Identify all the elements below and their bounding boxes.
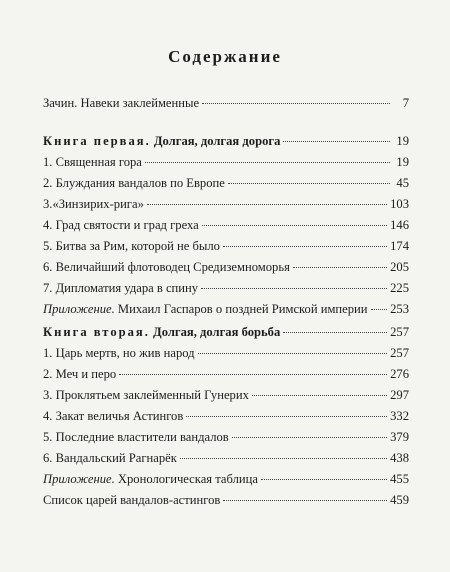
toc-entry-page: 332 bbox=[390, 409, 409, 423]
toc-entry-label: 6. Вандальский Рагнарёк bbox=[43, 451, 177, 465]
toc-entry-label: Михаил Гаспаров о поздней Римской империи bbox=[114, 302, 368, 316]
leader-dots bbox=[283, 332, 387, 333]
leader-dots bbox=[283, 141, 390, 142]
toc-entry-appendix[interactable] bbox=[43, 299, 409, 320]
toc-entry[interactable] bbox=[43, 364, 409, 385]
leader-dots bbox=[293, 267, 387, 268]
leader-dots bbox=[198, 353, 388, 354]
toc-book-1 bbox=[43, 131, 409, 320]
toc-entry-page: 45 bbox=[396, 176, 409, 190]
toc-entry-page: 257 bbox=[390, 346, 409, 360]
toc-entry-label: Зачин. Навеки заклейменные bbox=[43, 96, 200, 110]
leader-dots bbox=[228, 183, 390, 184]
toc-entry-label: 2. Меч и перо bbox=[43, 367, 117, 381]
toc-entry-page: 205 bbox=[390, 260, 409, 274]
leader-dots bbox=[180, 458, 387, 459]
book-title: Долгая, долгая борьба bbox=[149, 325, 281, 339]
toc-entry-page: 276 bbox=[390, 367, 409, 381]
leader-dots bbox=[147, 204, 387, 205]
toc-entry-label: 5. Последние властители вандалов bbox=[43, 430, 229, 444]
toc-entry[interactable] bbox=[43, 173, 409, 194]
toc-entry-page: 438 bbox=[390, 451, 409, 465]
toc-entry[interactable] bbox=[43, 385, 409, 406]
leader-dots bbox=[232, 437, 387, 438]
toc-entry[interactable] bbox=[43, 152, 409, 173]
toc-entry-label: 6. Величайший флотоводец Средиземноморья bbox=[43, 260, 290, 274]
toc-entry[interactable] bbox=[43, 257, 409, 278]
toc-entry-page: 19 bbox=[396, 155, 409, 169]
toc-entry[interactable] bbox=[43, 236, 409, 257]
leader-dots bbox=[202, 225, 387, 226]
book-prefix: Книга вторая. bbox=[43, 325, 150, 339]
toc-entry[interactable] bbox=[43, 215, 409, 236]
leader-dots bbox=[202, 103, 390, 104]
toc-entry-page: 225 bbox=[390, 281, 409, 295]
toc-entry-page: 379 bbox=[390, 430, 409, 444]
toc-entry-page: 7 bbox=[402, 96, 409, 110]
toc-entry-page: 146 bbox=[390, 218, 409, 232]
toc-entry-label: 2. Блуждания вандалов по Европе bbox=[43, 176, 225, 190]
toc-entry-page: 19 bbox=[396, 134, 409, 148]
toc-entry[interactable] bbox=[43, 343, 409, 364]
toc-entry-label: 7. Дипломатия удара в спину bbox=[43, 281, 199, 295]
toc-entry-label: 1. Царь мертв, но жив народ bbox=[43, 346, 195, 360]
toc-entry-page: 253 bbox=[390, 302, 409, 316]
toc-entry-label: 1. Священная гора bbox=[43, 155, 142, 169]
toc-entry-intro[interactable] bbox=[43, 93, 409, 114]
leader-dots bbox=[186, 416, 387, 417]
appendix-prefix: Приложение. bbox=[43, 302, 115, 316]
toc-entry-label: 3. Проклятьем заклейменный Гунерих bbox=[43, 388, 249, 402]
toc-entry[interactable] bbox=[43, 427, 409, 448]
toc-entry-label: 5. Битва за Рим, которой не было bbox=[43, 239, 220, 253]
toc-book-1-heading[interactable] bbox=[43, 131, 409, 152]
toc-entry-appendix[interactable] bbox=[43, 469, 409, 490]
toc-entry-page: 103 bbox=[390, 197, 409, 211]
leader-dots bbox=[119, 374, 387, 375]
toc-entry-label: Хронологическая таблица bbox=[114, 472, 258, 486]
toc-entry[interactable] bbox=[43, 194, 409, 215]
leader-dots bbox=[201, 288, 387, 289]
book-title: Долгая, долгая дорога bbox=[150, 134, 281, 148]
toc-entry-label: 4. Закат величья Астингов bbox=[43, 409, 184, 423]
leader-dots bbox=[223, 246, 387, 247]
toc-entry[interactable] bbox=[43, 406, 409, 427]
toc-entry-page: 459 bbox=[390, 493, 409, 507]
toc-entry-page: 174 bbox=[390, 239, 409, 253]
toc-book-2-heading[interactable] bbox=[43, 322, 409, 343]
leader-dots bbox=[371, 309, 388, 310]
toc-intro bbox=[43, 93, 409, 114]
toc-entry-page: 257 bbox=[390, 325, 409, 339]
toc-entry-label: Список царей вандалов-астингов bbox=[43, 493, 221, 507]
toc-entry[interactable] bbox=[43, 448, 409, 469]
appendix-prefix: Приложение. bbox=[43, 472, 115, 486]
toc-entry[interactable] bbox=[43, 278, 409, 299]
toc-entry-label: 3.«Зинзирих-рига» bbox=[43, 197, 144, 211]
toc-entry-label: 4. Град святости и град греха bbox=[43, 218, 199, 232]
leader-dots bbox=[145, 162, 390, 163]
toc-book-2 bbox=[43, 322, 409, 511]
leader-dots bbox=[223, 500, 387, 501]
page-title: Содержание bbox=[168, 47, 282, 66]
toc-entry-page: 297 bbox=[390, 388, 409, 402]
leader-dots bbox=[252, 395, 387, 396]
toc-entry-page: 455 bbox=[390, 472, 409, 486]
book-prefix: Книга первая. bbox=[43, 134, 151, 148]
toc-entry-list[interactable] bbox=[43, 490, 409, 511]
leader-dots bbox=[261, 479, 387, 480]
